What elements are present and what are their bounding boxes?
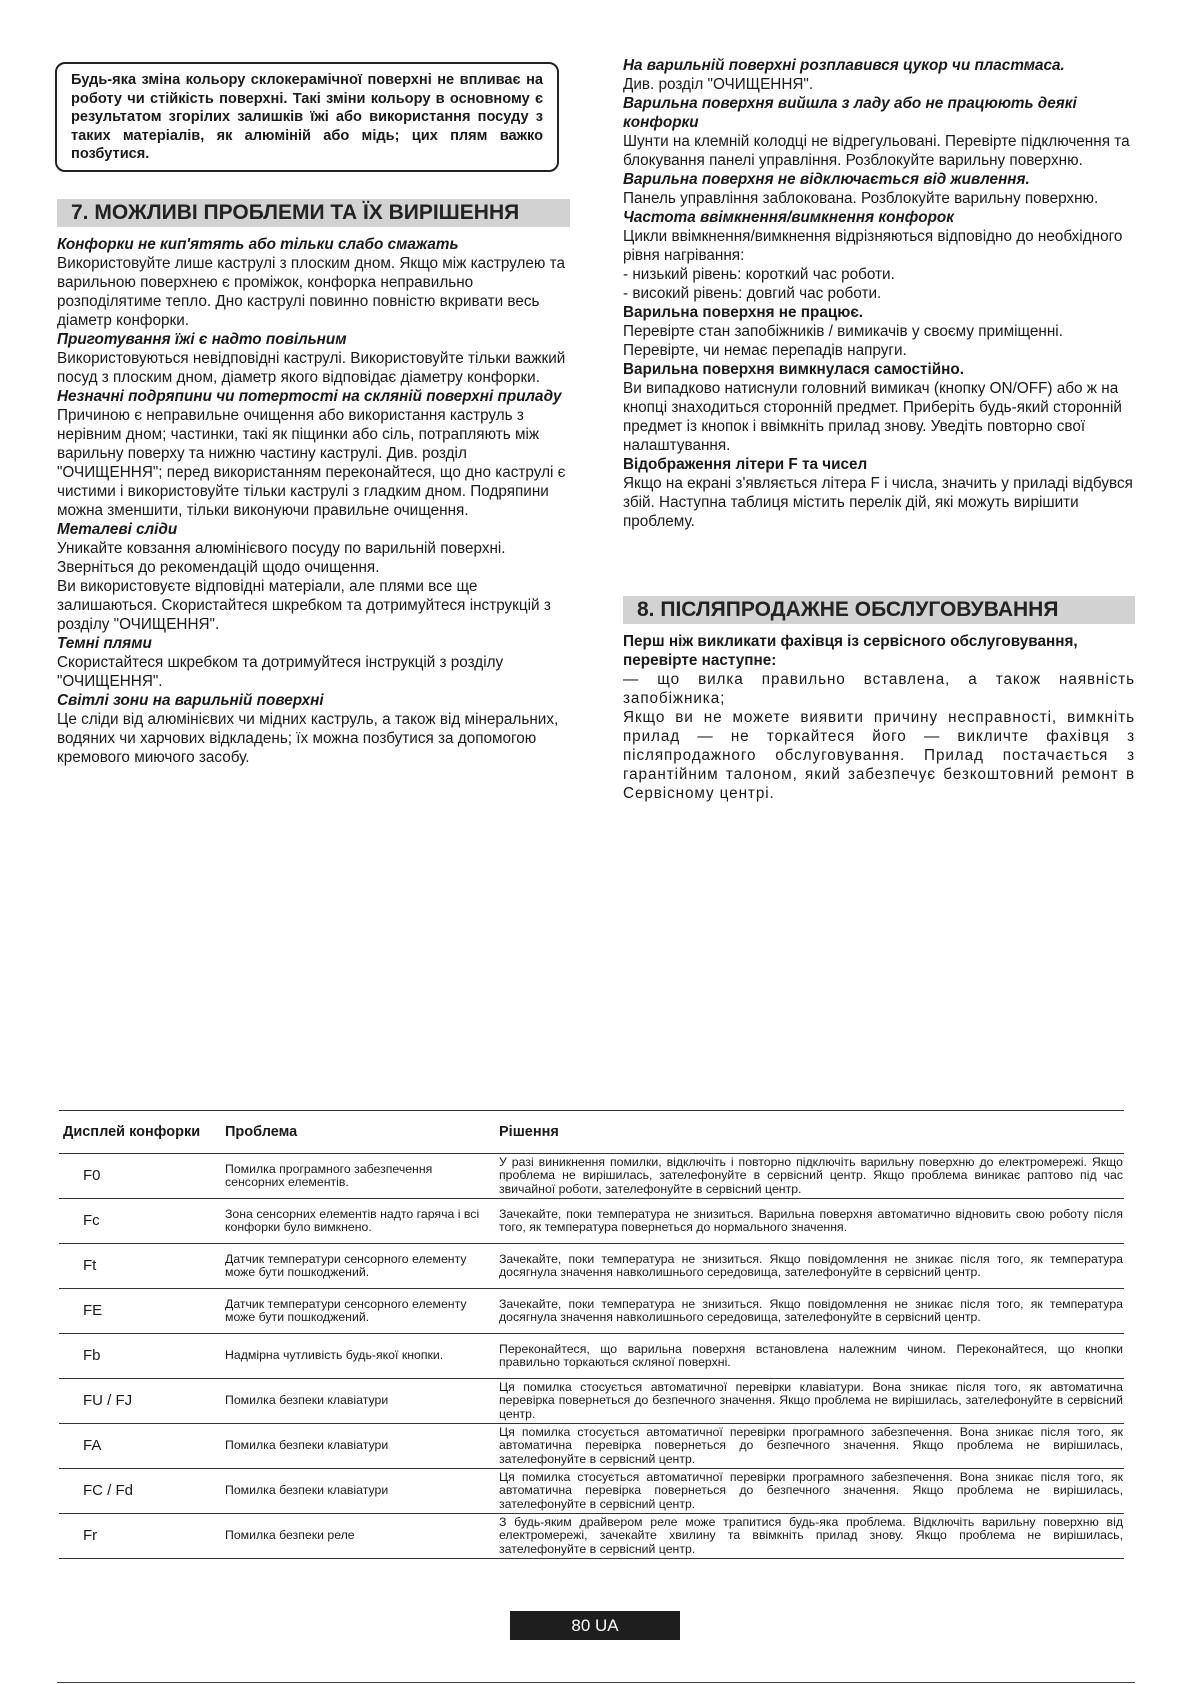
item-heading: Темні плями [57, 635, 152, 652]
section-7-body [57, 235, 570, 767]
item-heading: Варильна поверхня вимкнулася самостійно. [623, 361, 964, 378]
table-row [59, 1199, 1124, 1244]
error-problem: Помилка безпеки реле [224, 1514, 498, 1559]
error-problem: Датчик температури сенсорного елементу може бути пошкоджений. [224, 1289, 498, 1334]
error-solution: З будь-яким драйвером реле може трапитися будь-яка проблема. Відключіть варильну поверхню від електромережі, зачекайте хвилину та ввімкніть прилад знову. Якщо проблема не вирішилась, зателефонуйте в сервісний центр. [498, 1514, 1124, 1559]
error-solution: Зачекайте, поки температура не знизиться. Варильна поверхня автоматично відновить свою роботу після того, як температура повернеться до нормального значення. [498, 1199, 1124, 1244]
item-heading: Приготування їжі є надто повільним [57, 331, 347, 348]
error-problem: Помилка безпеки клавіатури [224, 1379, 498, 1424]
table-header: Проблема [224, 1111, 498, 1154]
error-code: Ft [59, 1244, 224, 1289]
item-text: Причиною є неправильне очищення або використання каструль з нерівним дном; частинки, такі як піщинки або сіль, потрапляють між варильну поверху та нижню частину каструлі. Див. розділ "ОЧИЩЕННЯ"; перед використанням переконайтеся, що дно каструлі є чистими і використовуйте тільки каструлі з гладким дном. Подряпини можна зменшити, тільки виконуючи правильне очищення. [57, 407, 566, 519]
item-text: Уникайте ковзання алюмінієвого посуду по варильній поверхні. Зверніться до рекомендацій щодо очищення. [57, 540, 506, 576]
bottom-divider [57, 1682, 1135, 1683]
error-problem: Зона сенсорних елементів надто гаряча і всі конфорки було вимкнено. [224, 1199, 498, 1244]
item-heading: Відображення літери F та чисел [623, 456, 868, 473]
item-text: Перевірте стан запобіжників / вимикачів у своєму приміщенні. Перевірте, чи немає перепадів напруги. [623, 323, 1063, 359]
table-header: Рішення [498, 1111, 1124, 1154]
item-text: Якщо на екрані з'являється літера F і числа, значить у приладі відбувся збій. Наступна таблиця містить перелік дій, які можуть вирішити проблему. [623, 475, 1133, 530]
table-header: Дисплей конфорки [59, 1111, 224, 1154]
section-8-body [623, 632, 1135, 803]
item-heading: Незначні подряпини чи потертості на скляній поверхні приладу [57, 388, 562, 405]
error-code: Fb [59, 1334, 224, 1379]
item-heading: Частота ввімкнення/вимкнення конфорок [623, 209, 955, 226]
item-heading: Варильна поверхня не працює. [623, 304, 864, 321]
table-row [59, 1244, 1124, 1289]
list-item: - низький рівень: короткий час роботи. [623, 266, 895, 283]
warning-box: Будь-яка зміна кольору склокерамічної поверхні не впливає на роботу чи стійкість поверхні. Такі зміни кольору в основному є результатом згорілих залишків їжі або використання посуду з таких матеріалів, як алюміній або мідь; цих плям важко позбутися. [55, 62, 559, 172]
error-problem: Помилка безпеки клавіатури [224, 1469, 498, 1514]
list-item: - високий рівень: довгий час роботи. [623, 285, 882, 302]
error-solution: Зачекайте, поки температура не знизиться. Якщо повідомлення не зникає після того, як температура досягнула значення навколишнього середовища, зателефонуйте в сервісний центр. [498, 1289, 1124, 1334]
error-code: FC / Fd [59, 1469, 224, 1514]
item-text: Панель управління заблокована. Розблокуйте варильну поверхню. [623, 190, 1099, 207]
item-text: Ви випадково натиснули головний вимикач (кнопку ON/OFF) або ж на кнопці знаходиться сторонній предмет. Приберіть будь-який сторонній предмет із кнопок і ввімкніть прилад знову. Уведіть повторно свої налаштування. [623, 380, 1122, 454]
error-code: Fc [59, 1199, 224, 1244]
item-heading: Конфорки не кип'ятять або тільки слабо смажать [57, 236, 459, 253]
section-8-para: — що вилка правильно вставлена, а також наявність запобіжника; [623, 671, 1135, 707]
error-solution: Переконайтеся, що варильна поверхня встановлена належним чином. Переконайтеся, що кнопки правильно торкаються скляної поверхні. [498, 1334, 1124, 1379]
error-code: FA [59, 1424, 224, 1469]
table-row [59, 1424, 1124, 1469]
error-code: FU / FJ [59, 1379, 224, 1424]
section-7-title: 7. МОЖЛИВІ ПРОБЛЕМИ ТА ЇХ ВИРІШЕННЯ [57, 199, 570, 227]
error-solution: Ця помилка стосується автоматичної перевірки програмного забезпечення. Вона зникає після того, як автоматична перевірка повернеться до безпечного значення. Якщо проблема не вирішилась, зателефонуйте в сервісний центр. [498, 1469, 1124, 1514]
item-text: Використовуйте лише каструлі з плоским дном. Якщо між каструлею та варильною поверхнею є проміжок, конфорка неправильно розподілятиме тепло. Дно каструлі повинно повністю вкривати весь діаметр конфорки. [57, 255, 565, 329]
section-8-title: 8. ПІСЛЯПРОДАЖНЕ ОБСЛУГОВУВАННЯ [623, 596, 1135, 624]
item-text: Ви використовуєте відповідні матеріали, але плями все ще залишаються. Скористайтеся шкребком та дотримуйтеся інструкцій з розділу "ОЧИЩЕННЯ". [57, 578, 551, 633]
error-solution: У разі виникнення помилки, відключіть і повторно підключіть варильну поверхню до електромережі. Якщо проблема не вирішилась, зателефонуйте в сервісний центр. Якщо проблема виникає раптово під час звичайної роботи, зателефонуйте в сервісний центр. [498, 1154, 1124, 1199]
table-row [59, 1334, 1124, 1379]
item-heading: Світлі зони на варильній поверхні [57, 692, 324, 709]
item-heading: На варильній поверхні розплавився цукор чи пластмаса. [623, 57, 1065, 74]
error-code: FE [59, 1289, 224, 1334]
item-text: Скористайтеся шкребком та дотримуйтеся інструкцій з розділу "ОЧИЩЕННЯ". [57, 654, 504, 690]
right-column-body [623, 56, 1135, 531]
section-8-para: Якщо ви не можете виявити причину несправності, вимкніть прилад — не торкайтеся його — викличте фахівця з післяпродажного обслуговування. Прилад постачається з гарантійним талоном, який забезпечує безкоштовний ремонт в Сервісному центрі. [623, 709, 1135, 802]
table-row [59, 1469, 1124, 1514]
error-solution: Зачекайте, поки температура не знизиться. Якщо повідомлення не зникає після того, як температура досягнула значення навколишнього середовища, зателефонуйте в сервісний центр. [498, 1244, 1124, 1289]
item-text: Це сліди від алюмінієвих чи мідних каструль, а також від мінеральних, водяних чи харчових відкладень; їх можна позбутися за допомогою кремового миючого засобу. [57, 711, 559, 766]
error-solution: Ця помилка стосується автоматичної перевірки клавіатури. Вона зникає після того, як автоматична перевірка повернеться до безпечного значення. Якщо проблема не вирішилась, зателефонуйте в сервісний центр. [498, 1379, 1124, 1424]
error-problem: Надмірна чутливість будь-якої кнопки. [224, 1334, 498, 1379]
section-8-lead: Перш ніж викликати фахівця із сервісного обслуговування, перевірте наступне: [623, 633, 1078, 669]
error-problem: Помилка програмного забезпечення сенсорних елементів. [224, 1154, 498, 1199]
error-code-table [59, 1110, 1124, 1559]
error-code: Fr [59, 1514, 224, 1559]
table-row [59, 1289, 1124, 1334]
item-heading: Варильна поверхня не відключається від живлення. [623, 171, 1030, 188]
error-solution: Ця помилка стосується автоматичної перевірки програмного забезпечення. Вона зникає після того, як автоматична перевірка повернеться до безпечного значення. Якщо проблема не вирішилась, зателефонуйте в сервісний центр. [498, 1424, 1124, 1469]
error-problem: Помилка безпеки клавіатури [224, 1424, 498, 1469]
item-heading: Варильна поверхня вийшла з ладу або не працюють деякі конфорки [623, 95, 1077, 131]
page-number: 80 UA [510, 1611, 680, 1640]
item-text: Див. розділ "ОЧИЩЕННЯ". [623, 76, 814, 93]
error-code: F0 [59, 1154, 224, 1199]
item-heading: Металеві сліди [57, 521, 178, 538]
item-text: Шунти на клемній колодці не відрегульовані. Перевірте підключення та блокування панелі управління. Розблокуйте варильну поверхню. [623, 133, 1130, 169]
table-row [59, 1514, 1124, 1559]
item-text: Використовуються невідповідні каструлі. Використовуйте тільки важкий посуд з плоским дном, діаметр якого відповідає діаметру конфорки. [57, 350, 566, 386]
table-row [59, 1379, 1124, 1424]
item-text: Цикли ввімкнення/вимкнення відрізняються відповідно до необхідного рівня нагрівання: [623, 228, 1123, 264]
table-row [59, 1154, 1124, 1199]
error-problem: Датчик температури сенсорного елементу може бути пошкоджений. [224, 1244, 498, 1289]
